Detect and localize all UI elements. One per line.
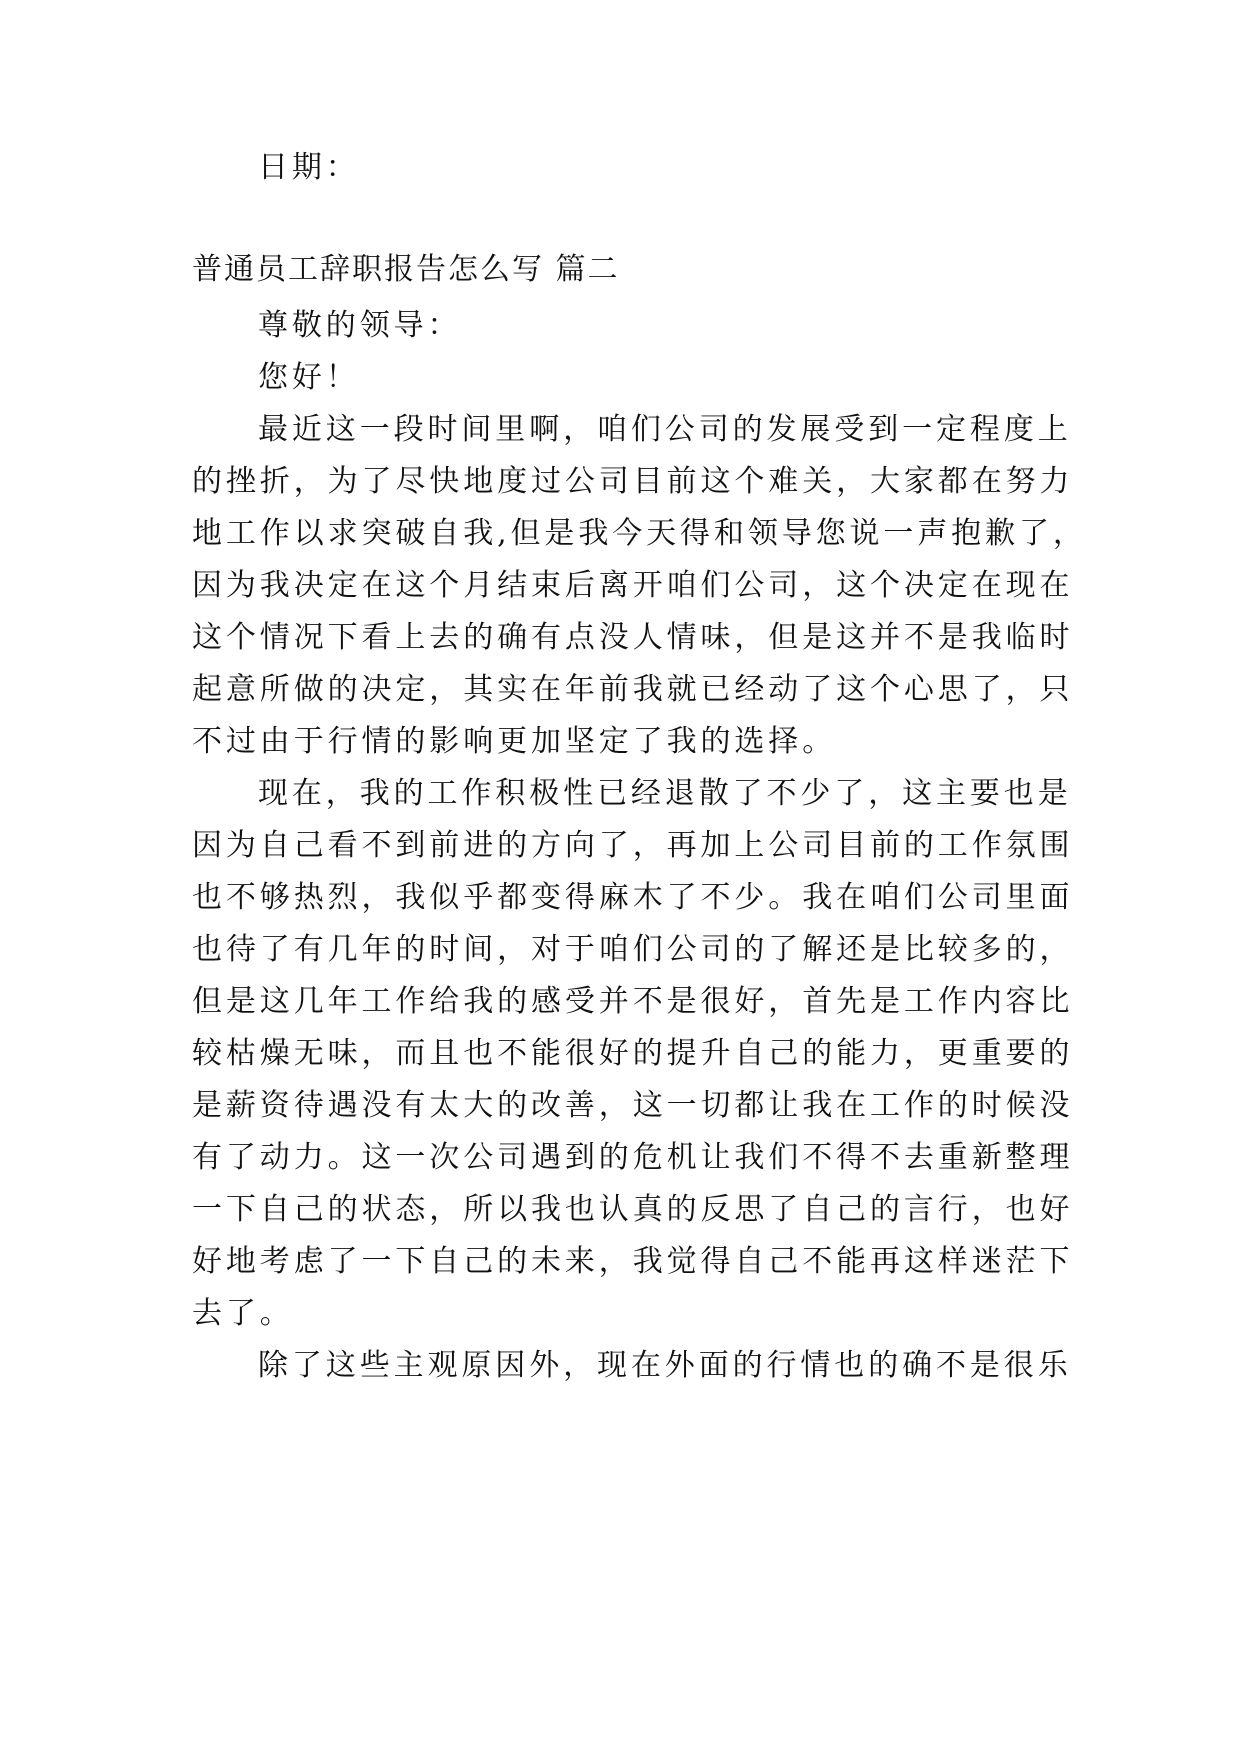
paragraph-line: 是薪资待遇没有太大的改善，这一切都让我在工作的时候没 [192,1088,1074,1123]
paragraph-line: 不过由于行情的影响更加坚定了我的选择。 [192,724,837,759]
paragraph-line: 但是这几年工作给我的感受并不是很好，首先是工作内容比 [192,984,1074,1019]
paragraph-line: 除了这些主观原因外，现在外面的行情也的确不是很乐 [258,1348,1072,1383]
paragraph-line: 有了动力。这一次公司遇到的危机让我们不得不去重新整理 [192,1140,1074,1175]
salutation: 尊敬的领导： [258,308,462,343]
paragraph-line: 现在，我的工作积极性已经退散了不少了，这主要也是 [258,776,1072,811]
date-label: 日期： [258,150,360,185]
paragraph-line: 这个情况下看上去的确有点没人情味，但是这并不是我临时 [192,620,1074,655]
paragraph-line: 因为我决定在这个月结束后离开咱们公司，这个决定在现在 [192,568,1074,603]
paragraph-line: 起意所做的决定，其实在年前我就已经动了这个心思了，只 [192,672,1074,707]
paragraph-line: 去了。 [192,1296,294,1331]
greeting: 您好！ [258,360,360,395]
paragraph-line: 也不够热烈，我似乎都变得麻木了不少。我在咱们公司里面 [192,880,1074,915]
paragraph-line: 较枯燥无味，而且也不能很好的提升自己的能力，更重要的 [192,1036,1074,1071]
paragraph-line: 一下自己的状态，所以我也认真的反思了自己的言行，也好 [192,1192,1074,1227]
paragraph-line: 因为自己看不到前进的方向了，再加上公司目前的工作氛围 [192,828,1074,863]
paragraph-line: 地工作以求突破自我,但是我今天得和领导您说一声抱歉了， [192,516,1087,551]
section-title: 普通员工辞职报告怎么写 篇二 [192,252,620,287]
paragraph-line: 最近这一段时间里啊，咱们公司的发展受到一定程度上 [258,412,1072,447]
paragraph-line: 的挫折，为了尽快地度过公司目前这个难关，大家都在努力 [192,464,1074,499]
paragraph-line: 好地考虑了一下自己的未来，我觉得自己不能再这样迷茫下 [192,1244,1074,1279]
paragraph-line: 也待了有几年的时间，对于咱们公司的了解还是比较多的， [192,932,1074,967]
